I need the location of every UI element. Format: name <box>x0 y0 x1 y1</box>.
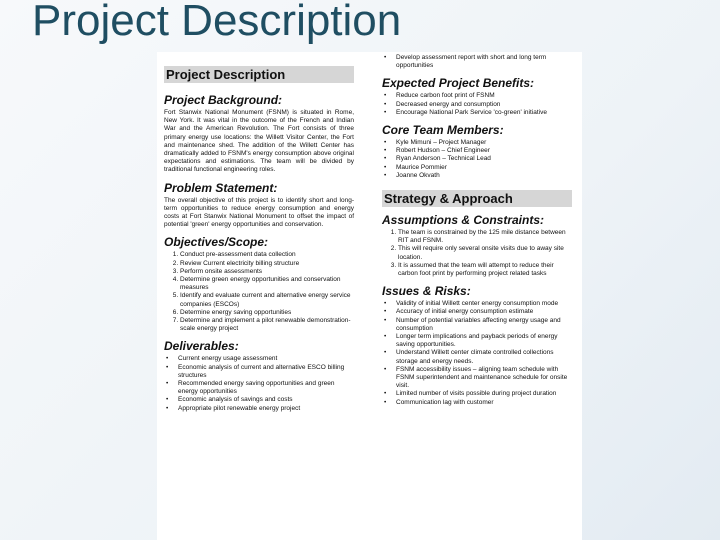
problem-text: The overall objective of this project is to identify short and long-term opportunities to reduce energy consumption and energy costs at Fort Stanwix National Monument to offset the impact of potential 'green' energy opportunities and conservation. <box>164 196 354 229</box>
list-item: • Communication lag with customer <box>396 399 572 407</box>
issues-list <box>382 300 572 407</box>
top-list <box>382 54 572 70</box>
list-item: • Recommended energy saving opportunities and green energy opportunities <box>178 380 354 396</box>
right-column <box>382 54 572 411</box>
issues-heading: Issues & Risks: <box>382 284 471 299</box>
list-item: • Current energy usage assessment <box>178 355 354 363</box>
doc-header: Project Description <box>164 66 354 83</box>
project-document <box>157 52 582 540</box>
list-item: • Joanne Okvath <box>396 172 572 180</box>
list-item: • Kyle Mimuni – Project Manager <box>396 139 572 147</box>
list-item: 6. Determine energy saving opportunities <box>180 309 354 317</box>
assumptions-list <box>382 229 572 278</box>
list-item: • Number of potential variables affecting energy usage and consumption <box>396 317 572 333</box>
list-item: • Validity of initial Willett center energy consumption mode <box>396 300 572 308</box>
list-item: • Ryan Anderson – Technical Lead <box>396 155 572 163</box>
assumptions-heading: Assumptions & Constraints: <box>382 213 545 228</box>
objectives-heading: Objectives/Scope: <box>164 235 269 250</box>
objectives-list <box>164 251 354 333</box>
list-item: • Appropriate pilot renewable energy project <box>178 405 354 413</box>
slide-title: Project Description <box>32 0 402 45</box>
problem-heading: Problem Statement: <box>164 180 278 195</box>
list-item: • Accuracy of initial energy consumption estimate <box>396 308 572 316</box>
list-item: 1. The team is constrained by the 125 mile distance between RIT and FSNM. <box>398 229 572 245</box>
list-item: • FSNM accessibility issues – aligning team schedule with FSNM superintendent and maintenance schedule for onsite visit. <box>396 366 572 391</box>
list-item: 4. Determine green energy opportunities and conservation measures <box>180 276 354 292</box>
list-item: 7. Determine and implement a pilot renewable demonstration-scale energy project <box>180 317 354 333</box>
list-item: 1. Conduct pre-assessment data collection <box>180 251 354 259</box>
list-item: • Encourage National Park Service 'co-green' initiative <box>396 109 572 117</box>
benefits-list <box>382 92 572 117</box>
team-list <box>382 139 572 180</box>
list-item: • Economic analysis of current and alternative ESCO billing structures <box>178 364 354 380</box>
list-item: • Robert Hudson – Chief Engineer <box>396 147 572 155</box>
list-item: 3. Perform onsite assessments <box>180 268 354 276</box>
team-heading: Core Team Members: <box>382 123 504 138</box>
background-text: Fort Stanwix National Monument (FSNM) is situated in Rome, New York. It was vital in the outcome of the French and Indian War and the American Revolution. The Fort consists of three primary energy use locations: the Willett Visitor Center, the Fort and maintenance shed. The addition of the Willett Center has dramatically added to FSNM's energy consumption above original expectations and estimations. The team will be divided by traditional functional engineering roles. <box>164 109 354 174</box>
left-column <box>164 66 354 417</box>
strategy-header: Strategy & Approach <box>382 190 572 207</box>
deliverables-list <box>164 355 354 412</box>
list-item: • Reduce carbon foot print of FSNM <box>396 92 572 100</box>
list-item: • Economic analysis of savings and costs <box>178 396 354 404</box>
list-item: • Limited number of visits possible during project duration <box>396 390 572 398</box>
list-item: 5. Identify and evaluate current and alternative energy service companies (ESCOs) <box>180 292 354 308</box>
background-heading: Project Background: <box>164 93 283 107</box>
list-item: • Understand Willett center climate controlled collections storage and energy needs. <box>396 349 572 365</box>
list-item: 2. This will require only several onsite visits due to away site location. <box>398 245 572 261</box>
list-item: • Maurice Pommier <box>396 164 572 172</box>
list-item: • Decreased energy and consumption <box>396 101 572 109</box>
list-item: • Develop assessment report with short and long term opportunities <box>396 54 572 70</box>
list-item: 2. Review Current electricity billing structure <box>180 260 354 268</box>
list-item: 3. It is assumed that the team will attempt to reduce their carbon foot print by performing project related tasks <box>398 262 572 278</box>
list-item: • Longer term implications and payback periods of energy saving opportunities. <box>396 333 572 349</box>
deliverables-heading: Deliverables: <box>164 339 239 354</box>
benefits-heading: Expected Project Benefits: <box>382 76 535 91</box>
